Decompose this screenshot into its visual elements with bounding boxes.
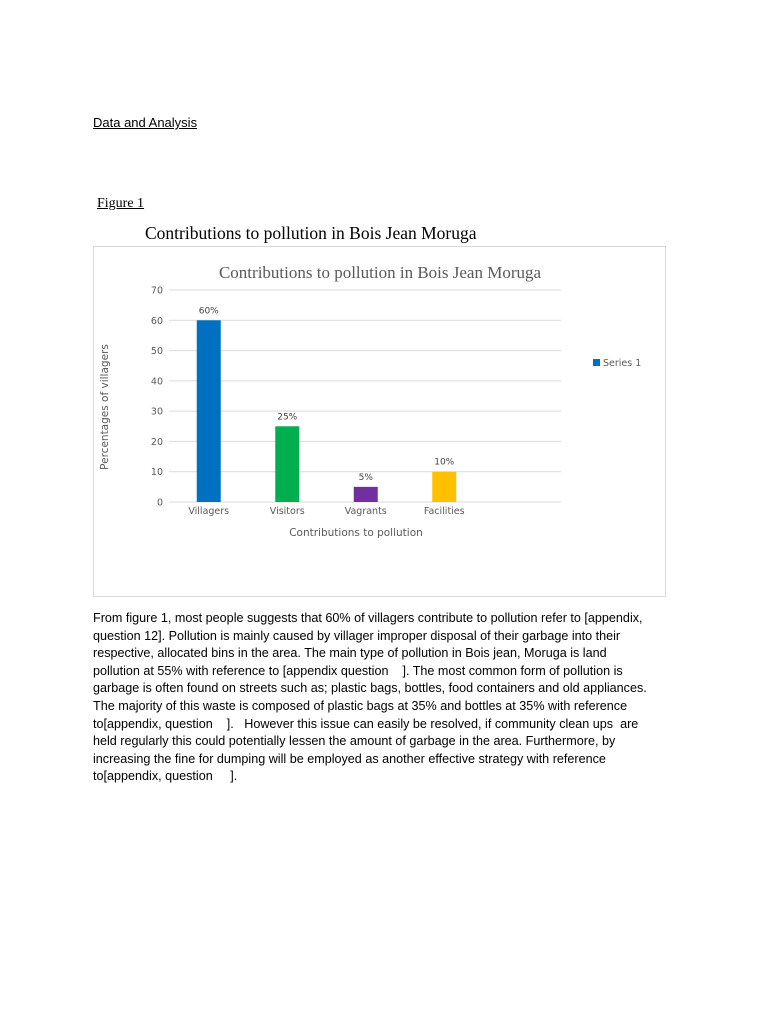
bar-visitors [275, 426, 299, 502]
paragraph-line: respective, allocated bins in the area. The main type of pollution in Bois jean, Moruga is land [93, 646, 607, 661]
paragraph-line: to[appendix, question ]. However this issue can easily be resolved, if community clean ups are [93, 716, 639, 731]
x-axis-title: Contributions to pollution [289, 527, 423, 539]
y-tick-label: 50 [150, 346, 163, 358]
chart-title: Contributions to pollution in Bois Jean Moruga [218, 263, 542, 282]
data-label: 60% [198, 306, 219, 317]
y-tick-label: 10 [150, 467, 163, 479]
paragraph-line: question 12]. Pollution is mainly caused by villager improper disposal of their garbage into their [93, 628, 621, 643]
paragraph-line: From figure 1, most people suggests that 60% of villagers contribute to pollution refer to [appendix, [93, 611, 643, 625]
y-tick-label: 70 [150, 285, 163, 297]
y-tick-label: 60 [150, 315, 163, 327]
data-label: 10% [434, 457, 455, 468]
x-tick-label: Facilities [423, 506, 465, 517]
paragraph-line: garbage is often found on streets such as; plastic bags, bottles, food containers and old appliances. [93, 681, 647, 696]
data-label: 25% [277, 412, 298, 423]
y-tick-label: 0 [156, 497, 163, 509]
bar-facilities [432, 472, 456, 502]
y-tick-label: 20 [150, 436, 163, 448]
x-axis-ticks [188, 506, 464, 517]
legend-swatch [593, 359, 600, 366]
bar-chart [94, 247, 667, 598]
paragraph-line: pollution at 55% with reference to [appendix question ]. The most common form of pollution is [93, 663, 623, 678]
bar-villagers [197, 320, 221, 502]
y-tick-label: 40 [150, 376, 163, 388]
paragraph-line: held regularly this could potentially lessen the amount of garbage in the area. Furthermore, by [93, 734, 616, 749]
x-tick-label: Visitors [269, 506, 305, 517]
chart-container [93, 246, 666, 597]
data-label: 5% [358, 472, 373, 483]
paragraph-line: increasing the fine for dumping will be employed as another effective strategy with reference [93, 751, 606, 766]
x-tick-label: Vagrants [344, 506, 387, 517]
x-tick-label: Villagers [188, 506, 230, 517]
section-heading: Data and Analysis [93, 115, 198, 130]
y-axis-title: Percentages of villagers [99, 344, 111, 470]
grid-lines [169, 290, 561, 502]
analysis-paragraph [93, 610, 673, 786]
legend-label: Series 1 [603, 358, 642, 369]
figure-caption: Contributions to pollution in Bois Jean Moruga [145, 223, 477, 243]
bar-vagrants [354, 487, 378, 502]
paragraph-line: The majority of this waste is composed of plastic bags at 35% and bottles at 35% with reference [93, 698, 628, 713]
y-axis-ticks [151, 286, 163, 509]
paragraph-line: to[appendix, question ]. [93, 769, 238, 784]
y-tick-label: 30 [150, 406, 163, 418]
data-labels [199, 306, 455, 483]
figure-label: Figure 1 [97, 196, 145, 211]
legend [593, 358, 641, 369]
